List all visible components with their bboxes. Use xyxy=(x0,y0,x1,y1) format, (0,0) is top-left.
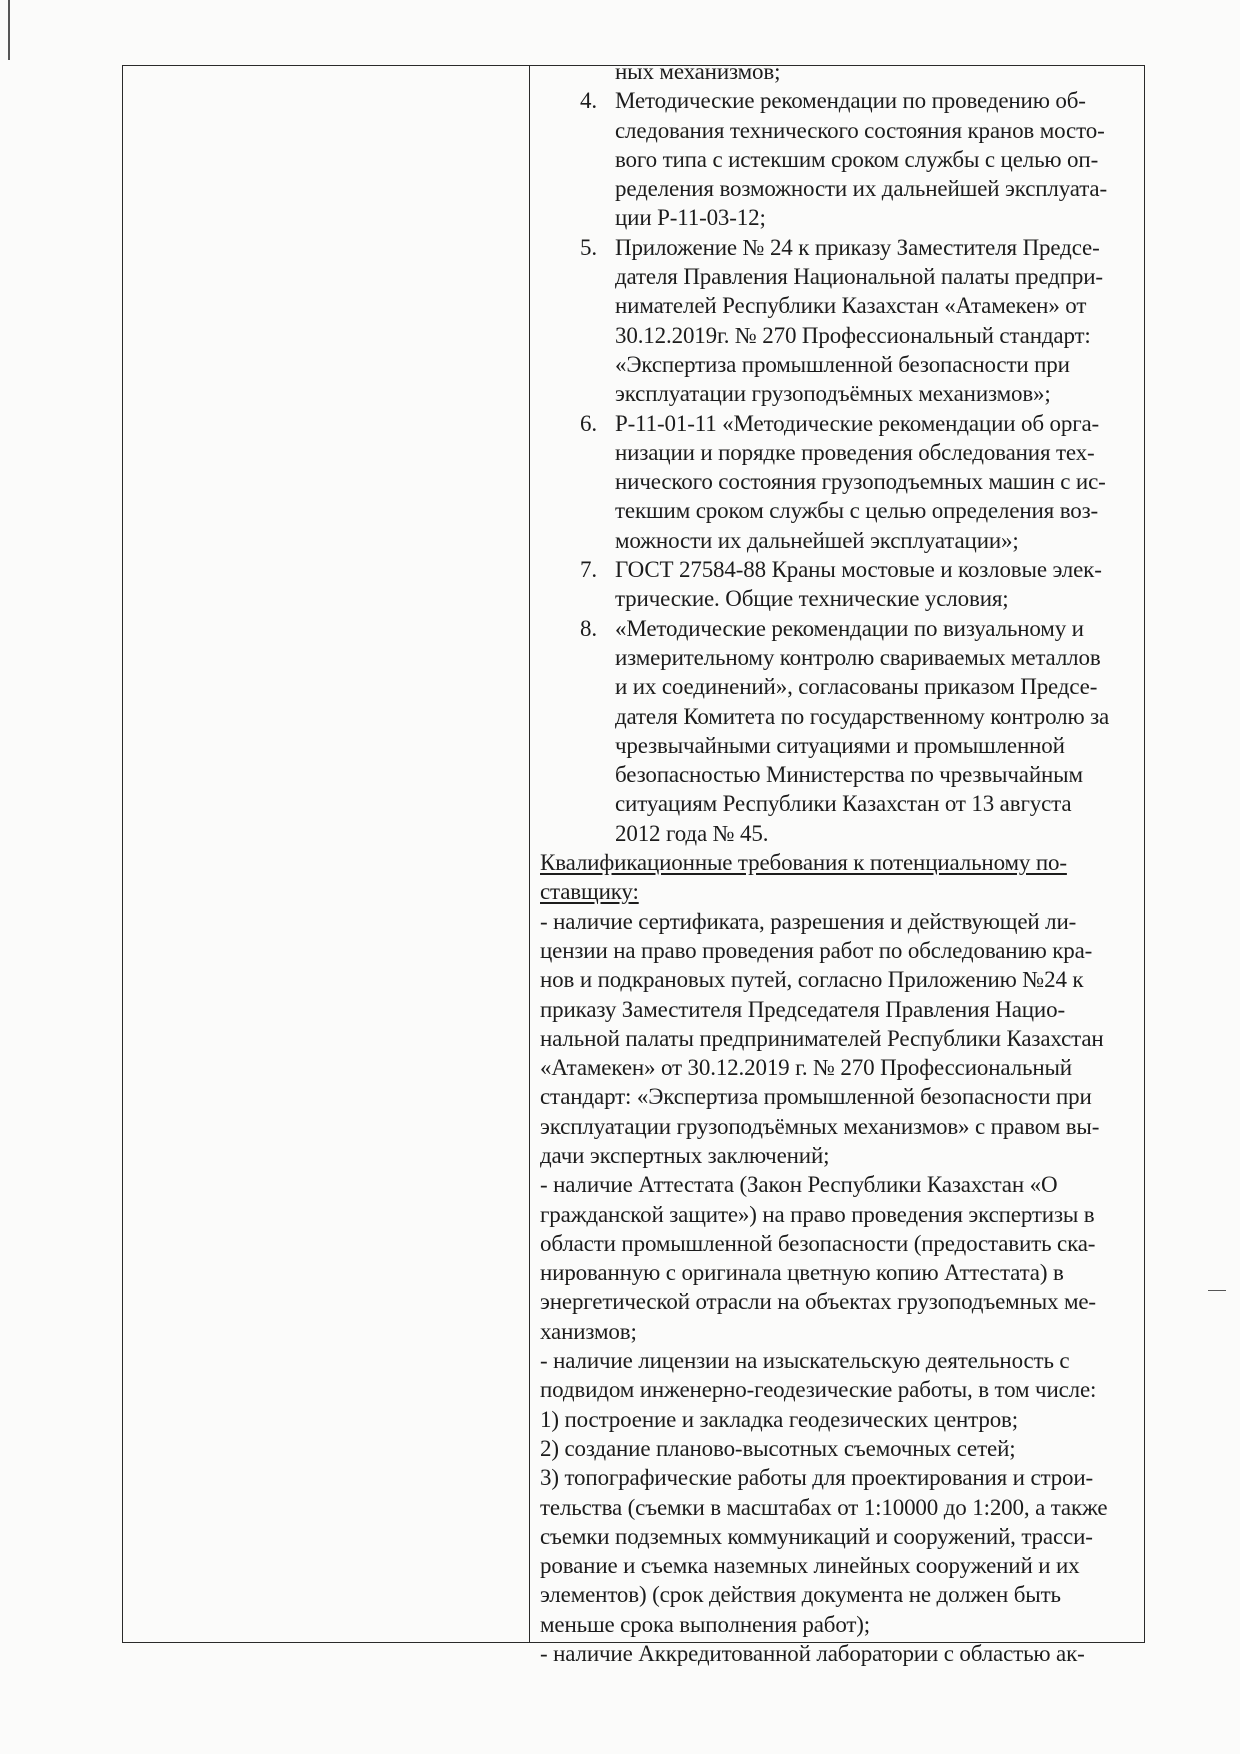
list-item-line: 4. Методические рекомендации по проведению об- xyxy=(540,86,1140,115)
requirement-line: гражданской защите») на право проведения экспертизы в xyxy=(540,1201,1095,1227)
list-item-line: 30.12.2019г. № 270 Профессиональный стандарт: xyxy=(615,322,1091,348)
requirement-line: подвидом инженерно-геодезические работы, в том числе: xyxy=(540,1377,1097,1403)
scan-edge-mark xyxy=(1208,1290,1226,1291)
requirement-line: нальной палаты предпринимателей Республики Казахстан xyxy=(540,1025,1104,1051)
list-item-line: следования технического состояния кранов мосто- xyxy=(615,117,1105,143)
requirement-line: - наличие Аккредитованной лаборатории с областью ак- xyxy=(540,1641,1085,1667)
list-item-line: низации и порядке проведения обследования тех- xyxy=(615,439,1095,465)
list-item-line: вого типа с истекшим сроком службы с целью оп- xyxy=(615,146,1099,172)
list-item-number: 7. xyxy=(580,557,597,583)
list-item-number: 8. xyxy=(580,615,597,641)
list-item-line: измерительному контролю свариваемых металлов xyxy=(615,644,1101,670)
requirement-line: «Атамекен» от 30.12.2019 г. № 270 Профессиональный xyxy=(540,1055,1072,1081)
list-item-line: безопасностью Министерства по чрезвычайным xyxy=(615,762,1083,788)
list-item-line: можности их дальнейшей эксплуатации»; xyxy=(615,527,1019,553)
requirement-line: тельства (съемки в масштабах от 1:10000 до 1:200, а также xyxy=(540,1494,1108,1520)
scan-edge-mark xyxy=(8,0,10,60)
requirements-text xyxy=(540,57,1140,1668)
column-divider xyxy=(529,66,530,1642)
document-table xyxy=(122,59,1145,1667)
list-item-line: чрезвычайными ситуациями и промышленной xyxy=(615,732,1065,758)
list-item-line: «Экспертиза промышленной безопасности при xyxy=(615,351,1070,377)
requirement-line: 2) создание планово-высотных съемочных сетей; xyxy=(540,1435,1016,1461)
requirement-line: 3) топографические работы для проектирования и строи- xyxy=(540,1465,1094,1491)
requirement-line: - наличие сертификата, разрешения и действующей ли- xyxy=(540,908,1077,934)
requirement-line: стандарт: «Экспертиза промышленной безопасности при xyxy=(540,1084,1092,1110)
requirement-line: эксплуатации грузоподъёмных механизмов» с правом вы- xyxy=(540,1113,1100,1139)
requirement-line: области промышленной безопасности (предоставить ска- xyxy=(540,1230,1096,1256)
requirement-line: - наличие лицензии на изыскательскую деятельность с xyxy=(540,1348,1070,1374)
list-item-line: дателя Комитета по государственному контролю за xyxy=(615,703,1110,729)
requirement-line: дачи экспертных заключений; xyxy=(540,1142,830,1168)
requirement-line: приказу Заместителя Председателя Правления Нацио- xyxy=(540,996,1065,1022)
table-right-cell xyxy=(532,59,1144,1667)
list-item-line: нического состояния грузоподъемных машин с ис- xyxy=(615,469,1106,495)
list-item-line: текшим сроком службы с целью определения воз- xyxy=(615,498,1099,524)
list-item-line: нимателей Республики Казахстан «Атамекен» от xyxy=(615,293,1087,319)
requirement-line: рование и съемка наземных линейных сооружений и их xyxy=(540,1553,1080,1579)
requirement-line: ханизмов; xyxy=(540,1318,637,1344)
list-item-line: ситуациям Республики Казахстан от 13 августа xyxy=(615,791,1072,817)
list-item-line: ции Р-11-03-12; xyxy=(615,205,766,231)
list-item-line: 8. «Методические рекомендации по визуальному и xyxy=(540,614,1140,643)
list-item-line: ределения возможности их дальнейшей эксплуата- xyxy=(615,176,1108,202)
list-item-line: 7. ГОСТ 27584-88 Краны мостовые и козловые элек- xyxy=(540,555,1140,584)
list-item-line: 2012 года № 45. xyxy=(615,820,769,846)
list-item-line: 6. Р-11-01-11 «Методические рекомендации об орга- xyxy=(540,409,1140,438)
list-item-number: 5. xyxy=(580,234,597,260)
list-item-line: трические. Общие технические условия; xyxy=(615,586,1009,612)
list-item-line: ных механизмов; xyxy=(615,59,781,84)
list-item-line: 5. Приложение № 24 к приказу Заместителя Предсе- xyxy=(540,233,1140,262)
requirement-line: нированную с оригинала цветную копию Аттестата) в xyxy=(540,1260,1064,1286)
requirement-line: нов и подкрановых путей, согласно Приложению №24 к xyxy=(540,967,1084,993)
list-item-number: 4. xyxy=(580,88,597,114)
list-item-line: эксплуатации грузоподъёмных механизмов»; xyxy=(615,381,1051,407)
requirement-line: элементов) (срок действия документа не должен быть xyxy=(540,1582,1061,1608)
requirement-line: съемки подземных коммуникаций и сооружений, трасси- xyxy=(540,1523,1093,1549)
requirement-line: меньше срока выполнения работ); xyxy=(540,1611,871,1637)
requirement-line: - наличие Аттестата (Закон Республики Казахстан «О xyxy=(540,1172,1058,1198)
qualification-heading: ставщику: xyxy=(540,879,639,905)
qualification-heading: Квалификационные требования к потенциальному по- xyxy=(540,850,1067,876)
list-item-line: дателя Правления Национальной палаты предпри- xyxy=(615,264,1103,290)
requirement-line: 1) построение и закладка геодезических центров; xyxy=(540,1406,1019,1432)
table-left-cell xyxy=(123,66,529,1642)
list-item-number: 6. xyxy=(580,410,597,436)
requirement-line: цензии на право проведения работ по обследованию кра- xyxy=(540,937,1093,963)
list-item-line: и их соединений», согласованы приказом Предсе- xyxy=(615,674,1098,700)
requirement-line: энергетической отрасли на объектах грузоподъемных ме- xyxy=(540,1289,1096,1315)
